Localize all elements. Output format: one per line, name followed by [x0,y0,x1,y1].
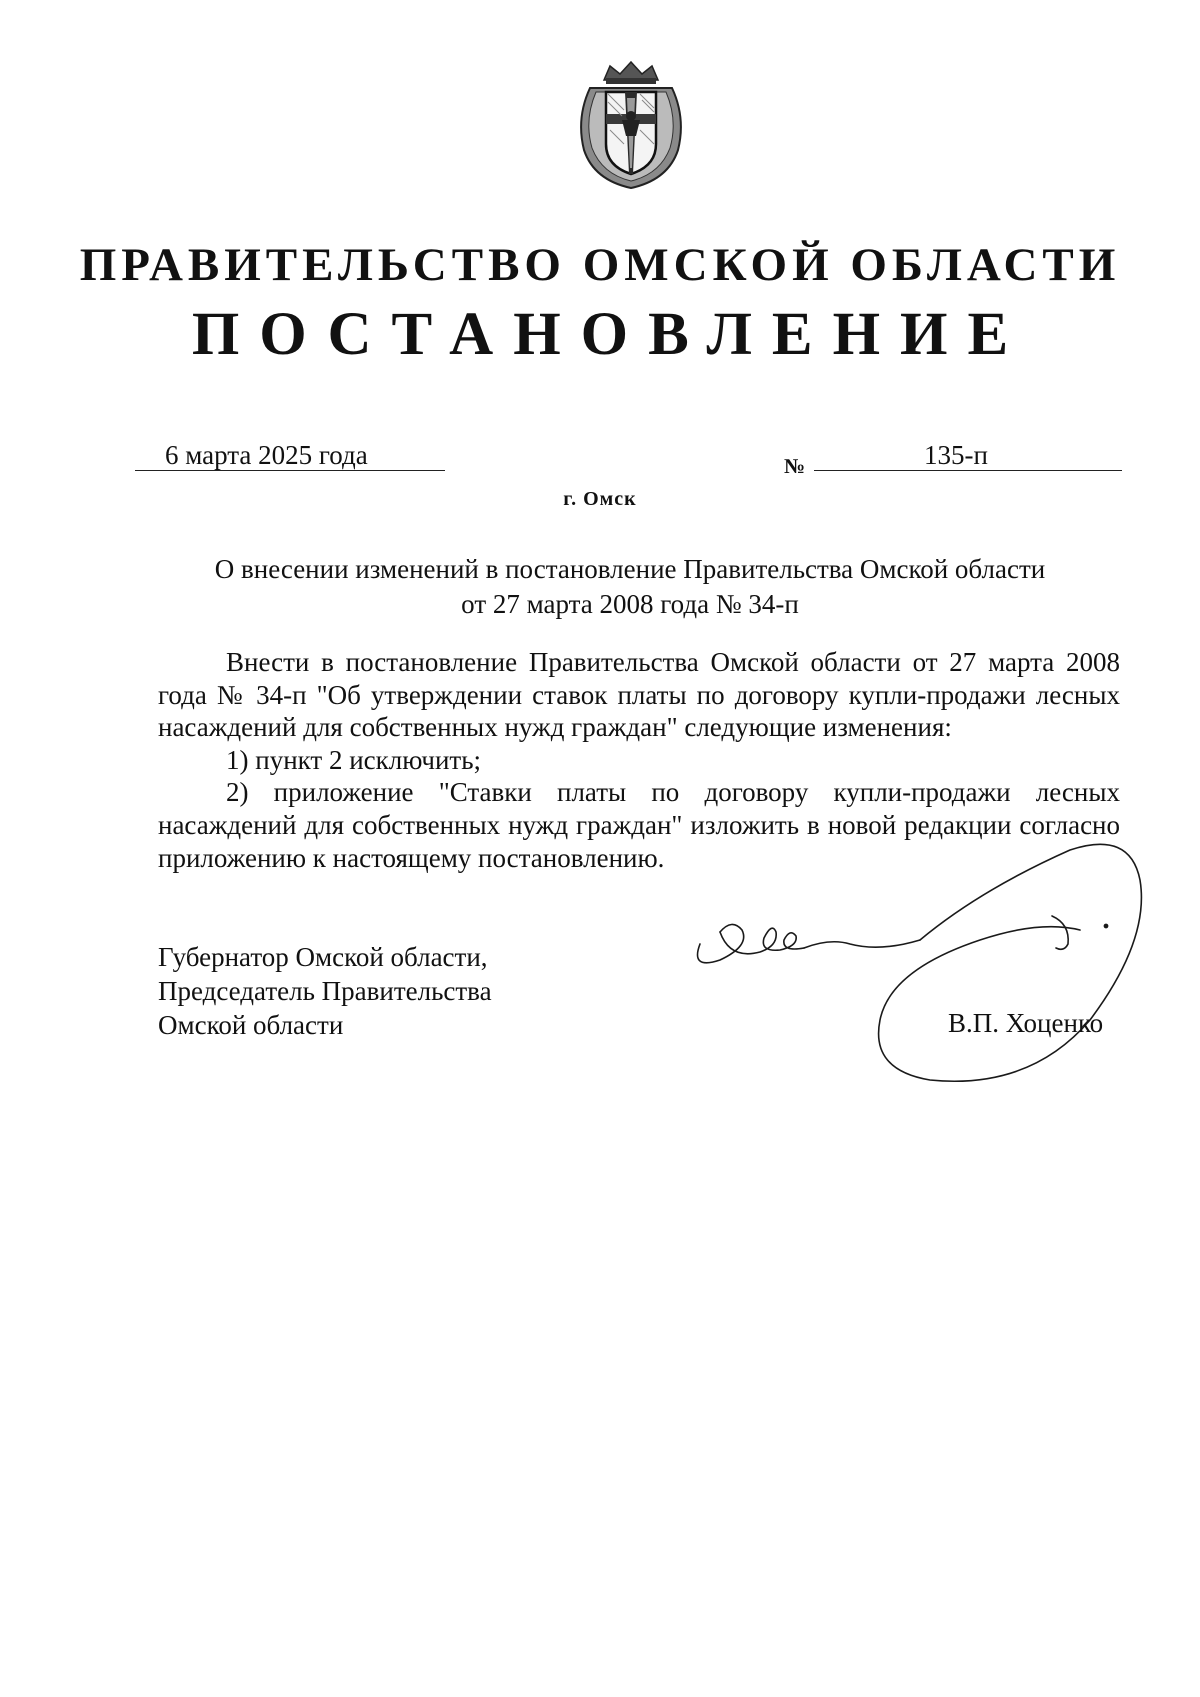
signer-name: В.П. Хоценко [948,1008,1104,1038]
signer-position-line: Омской области [158,1010,344,1040]
document-number: 135-п [924,440,988,470]
body-paragraph: Внести в постановление Правительства Омской области от 27 марта 2008 года № 34-п "Об утверждении ставок платы по договору купли-продажи лесных насаждений для собственных нужд граждан" следующие изменения: [158,647,1120,743]
subject-line: от 27 марта 2008 года № 34-п [461,589,799,619]
signer-position-line: Председатель Правительства [158,976,492,1006]
subject-line: О внесении изменений в постановление Правительства Омской области [214,554,1046,584]
organization-title: ПРАВИТЕЛЬСТВО ОМСКОЙ ОБЛАСТИ [79,239,1121,291]
document-type-heading: ПОСТАНОВЛЕНИЕ [191,301,1029,368]
document-date: 6 марта 2025 года [165,440,368,470]
number-underline [814,470,1122,471]
document-subject [140,552,1120,622]
date-underline [135,470,445,471]
omsk-coat-of-arms-icon [570,58,692,190]
body-paragraph: 1) пункт 2 исключить; [226,744,482,775]
handwritten-signature-icon [680,820,1160,1120]
signer-position [158,940,492,1042]
number-sign: № [784,454,806,478]
document-city: г. Омск [563,488,637,510]
body-paragraph: 2) приложение "Ставки платы по договору купли-продажи лесных насаждений для собственных нужд граждан" изложить в новой редакции согласно приложению к настоящему постановлению. [158,777,1120,873]
signer-position-line: Губернатор Омской области, [158,942,488,972]
